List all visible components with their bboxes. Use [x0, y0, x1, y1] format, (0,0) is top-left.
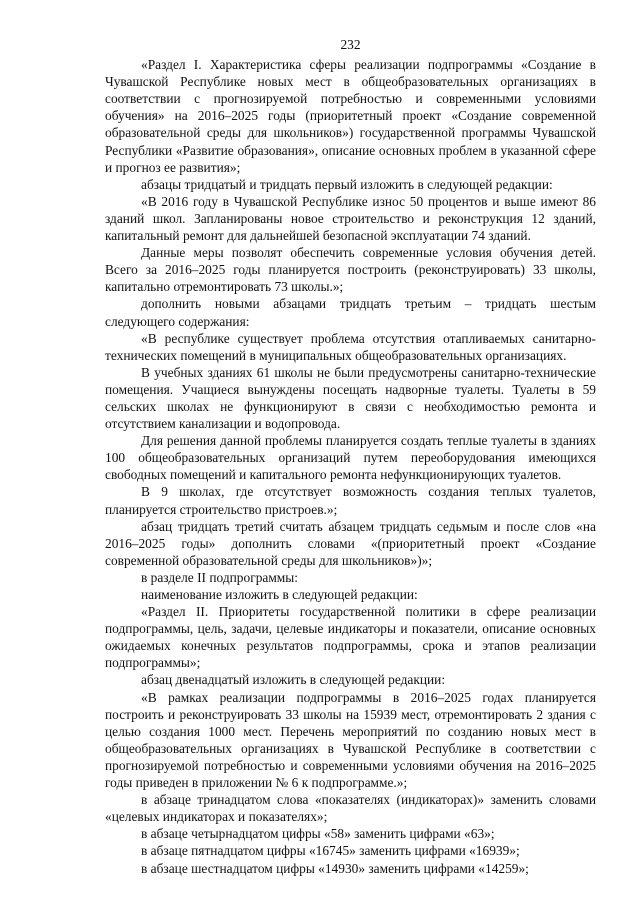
paragraph-warm-toilets: Для решения данной проблемы планируется создать теплые туалеты в зданиях 100 общеобразовательных организаций путем переоборудования имеющихся свободных помещений и капитального ремонта нефункционирующих туалетов.: [105, 433, 596, 483]
paragraph-measures: Данные меры позволят обеспечить современные условия обучения детей. Всего за 2016–2025 годы планируется построить (реконструировать) 33 школы, капитально отремонтировать 73 школы.»;: [105, 245, 596, 295]
paragraph-school-wear: «В 2016 году в Чувашской Республике износ 50 процентов и выше имеют 86 зданий школ. Запланированы новое строительство и реконструкция 12 зданий, капитальный ремонт для дальнейшей безопасной эксплуатации 74 зданий.: [105, 193, 596, 244]
paragraph-amend-14: в абзаце четырнадцатом цифры «58» заменить цифрами «63»;: [141, 826, 495, 842]
paragraph-amend-13: в абзаце тринадцатом слова «показателях (индикаторах)» заменить словами «целевых индикаторах и показателях»;: [105, 792, 596, 825]
paragraph-sanitary-problem: «В республике существует проблема отсутствия отапливаемых санитарно-технических помещений в муниципальных общеобразовательных организациях.: [105, 330, 596, 363]
paragraph-section-2-title: «Раздел II. Приоритеты государственной политики в сфере реализации подпрограммы, цель, задачи, целевые индикаторы и показатели, описание основных ожидаемых конечных результатов подпрограммы, срока и этапов реализации подпрограммы»;: [105, 604, 596, 671]
page-number: 232: [340, 37, 361, 52]
paragraph-amend-12: абзац двенадцатый изложить в следующей редакции:: [141, 672, 446, 688]
paragraph-9-schools: В 9 школах, где отсутствует возможность создания теплых туалетов, планируется строительство пристроев.»;: [105, 484, 596, 517]
paragraph-61-schools: В учебных зданиях 61 школы не были предусмотрены санитарно-технические помещения. Учащиеся вынуждены посещать надворные туалеты. Туалеты в 59 сельских школах не функционируют в связи с необходимостью ремонта и отсутствием канализации и водопровода.: [105, 364, 596, 432]
document-page: [105, 36, 596, 877]
paragraph-add-33-36: дополнить новыми абзацами тридцать третьим – тридцать шестым следующего содержания:: [105, 296, 596, 329]
paragraph-renumber-37: абзац тридцать третий считать абзацем тридцать седьмым и после слов «на 2016–2025 годы» дополнить словами «(приоритетный проект «Создание современной образовательной среды для школьников»)»;: [105, 518, 596, 568]
paragraph-title-edit: наименование изложить в следующей редакции:: [141, 587, 418, 602]
paragraph-amend-15: в абзаце пятнадцатом цифры «16745» заменить цифрами «16939»;: [141, 843, 520, 859]
paragraph-section-1-title: «Раздел I. Характеристика сферы реализации подпрограммы «Создание в Чувашской Республике новых мест в общеобразовательных организациях в соответствии с прогнозируемой потребностью и современными условиями обучения» на 2016–2025 годы (приоритетный проект «Создание современной образовательной среды для школьников») государственной программы Чувашской Республики «Развитие образования», описание основных проблем в указанной сфере и прогноз ее развития»;: [105, 57, 596, 175]
paragraph-implementation: «В рамках реализации подпрограммы в 2016–2025 годах планируется построить и реконструировать 33 школы на 15939 мест, отремонтировать 2 здания с целью создания 1000 мест. Перечень мероприятий по созданию новых мест в общеобразовательных организациях в Чувашской Республике в соответствии с прогнозируемой потребностью и современными условиями обучения на 2016–2025 годы приведен в приложении № 6 к подпрограмме.»;: [105, 689, 596, 791]
paragraph-section-2: в разделе II подпрограммы:: [141, 569, 298, 585]
paragraph-amend-30-31: абзацы тридцатый и тридцать первый изложить в следующей редакции:: [141, 176, 553, 192]
paragraph-amend-16: в абзаце шестнадцатом цифры «14930» заменить цифрами «14259»;: [141, 860, 529, 876]
